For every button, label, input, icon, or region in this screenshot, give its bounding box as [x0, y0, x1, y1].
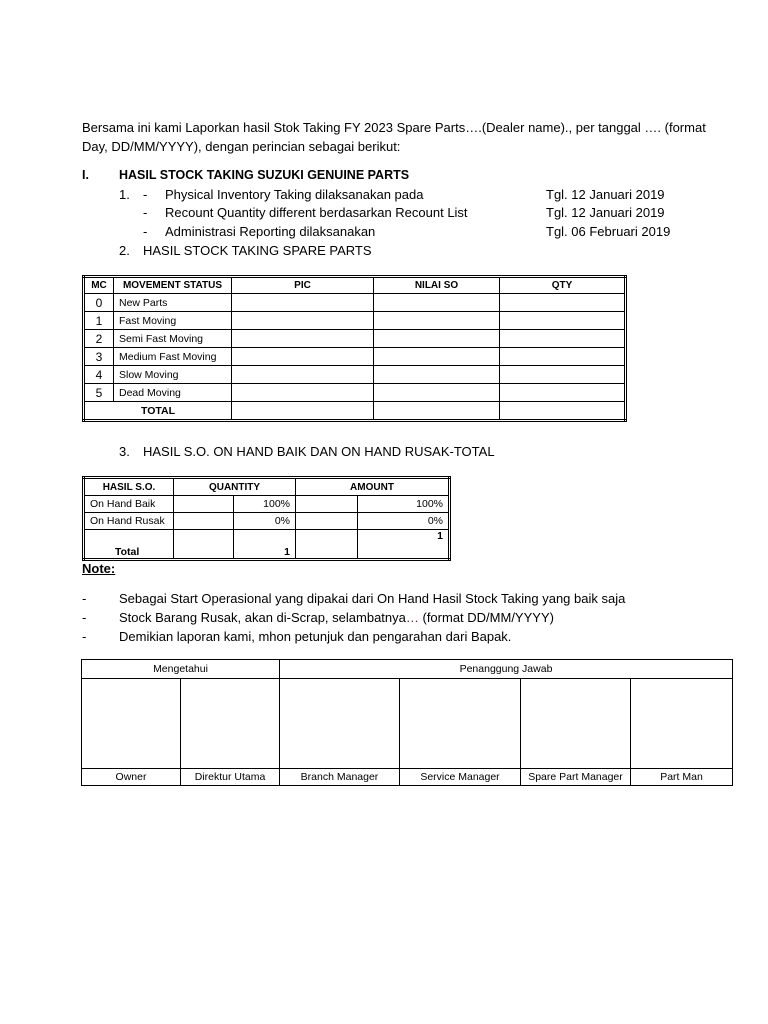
- total-row: [84, 530, 450, 560]
- signature-box: [521, 679, 631, 769]
- signature-box: [400, 679, 521, 769]
- so-label-cell: On Hand Rusak: [84, 513, 174, 530]
- signature-role: Part Man: [631, 769, 733, 786]
- qty-cell: [500, 366, 626, 384]
- table-row: [84, 294, 626, 312]
- movement-status-cell: New Parts: [114, 294, 232, 312]
- activity-date: Tgl. 06 Februari 2019: [546, 224, 671, 239]
- mc-cell: 0: [84, 294, 114, 312]
- nilai-so-cell: [374, 330, 500, 348]
- note-text: Demikian laporan kami, mhon petunjuk dan pengarahan dari Bapak.: [119, 629, 512, 644]
- note-dash: -: [82, 591, 87, 606]
- column-header-pic: PIC: [232, 277, 374, 294]
- mc-cell: 1: [84, 312, 114, 330]
- nilai-so-cell: [374, 366, 500, 384]
- so-total-label: Total: [84, 530, 174, 560]
- column-header-movement-status: MOVEMENT STATUS: [114, 277, 232, 294]
- intro-paragraph: Bersama ini kami Laporkan hasil Stok Taking FY 2023 Spare Parts….(Dealer name)., per tanggal …. (format Day, DD/MM/YYYY), dengan perincian sebagai berikut:: [82, 120, 706, 154]
- activity-text: Administrasi Reporting dilaksanakan: [165, 224, 376, 239]
- activity-dash: -: [143, 224, 148, 239]
- qty-cell: [500, 384, 626, 402]
- signature-role: Branch Manager: [280, 769, 400, 786]
- so-label-cell: On Hand Baik: [84, 496, 174, 513]
- table-row: [84, 312, 626, 330]
- item2-title: HASIL STOCK TAKING SPARE PARTS: [143, 243, 372, 258]
- activity-date: Tgl. 12 Januari 2019: [546, 205, 665, 220]
- pic-cell: [232, 330, 374, 348]
- nilai-so-cell: [374, 348, 500, 366]
- table-row: [84, 496, 450, 513]
- signature-role: Spare Part Manager: [521, 769, 631, 786]
- nilai-so-cell: [374, 384, 500, 402]
- pic-cell: [232, 348, 374, 366]
- amount-value-cell: [296, 513, 358, 530]
- signature-group-mengetahui: Mengetahui: [82, 660, 280, 679]
- quantity-value-cell: [174, 496, 234, 513]
- note-text: [119, 610, 554, 625]
- nilai-so-cell: [374, 402, 500, 421]
- column-header-hasil-so: HASIL S.O.: [84, 478, 174, 496]
- item2-number: 2.: [119, 243, 130, 258]
- signature-role: Service Manager: [400, 769, 521, 786]
- amount-percent-cell: 0%: [358, 513, 450, 530]
- so-result-table: [82, 476, 451, 561]
- table-row: [84, 366, 626, 384]
- activity-dash: -: [143, 187, 148, 202]
- signature-table: [81, 659, 733, 786]
- quantity-value-cell: [174, 530, 234, 560]
- nilai-so-cell: [374, 294, 500, 312]
- item3-number: 3.: [119, 444, 130, 459]
- column-header-nilai-so: NILAI SO: [374, 277, 500, 294]
- item3-title: HASIL S.O. ON HAND BAIK DAN ON HAND RUSAK-TOTAL: [143, 444, 495, 459]
- mc-cell: 5: [84, 384, 114, 402]
- qty-cell: [500, 312, 626, 330]
- note-text-before: Stock Barang Rusak, akan di-Scrap, selambatnya: [119, 610, 406, 625]
- signature-box: [82, 679, 181, 769]
- signature-role: Owner: [82, 769, 181, 786]
- note-dash: -: [82, 629, 87, 644]
- signature-role: Direktur Utama: [181, 769, 280, 786]
- table-row: [84, 330, 626, 348]
- signature-group-penanggung-jawab: Penanggung Jawab: [280, 660, 733, 679]
- activity-dash: -: [143, 205, 148, 220]
- so-total-amount: 1: [358, 530, 450, 560]
- movement-status-cell: Fast Moving: [114, 312, 232, 330]
- note-title: Note:: [82, 561, 116, 576]
- section-title: HASIL STOCK TAKING SUZUKI GENUINE PARTS: [119, 168, 410, 182]
- movement-status-cell: Medium Fast Moving: [114, 348, 232, 366]
- activity-text: Recount Quantity different berdasarkan Recount List: [165, 205, 468, 220]
- activity-text: Physical Inventory Taking dilaksanakan pada: [165, 187, 424, 202]
- quantity-value-cell: [174, 513, 234, 530]
- qty-cell: [500, 330, 626, 348]
- section-number: I.: [82, 168, 89, 182]
- qty-cell: [500, 294, 626, 312]
- column-header-quantity: QUANTITY: [174, 478, 296, 496]
- so-total-quantity: 1: [234, 530, 296, 560]
- table-row: [84, 348, 626, 366]
- signature-box: [181, 679, 280, 769]
- qty-cell: [500, 348, 626, 366]
- item1-number: 1.: [119, 187, 130, 202]
- mc-cell: 2: [84, 330, 114, 348]
- total-row: [84, 402, 626, 421]
- note-text-highlight: …: [405, 610, 419, 625]
- quantity-percent-cell: 100%: [234, 496, 296, 513]
- quantity-percent-cell: 0%: [234, 513, 296, 530]
- qty-cell: [500, 402, 626, 421]
- amount-percent-cell: 100%: [358, 496, 450, 513]
- total-label: TOTAL: [84, 402, 232, 421]
- pic-cell: [232, 384, 374, 402]
- mc-cell: 3: [84, 348, 114, 366]
- movement-status-cell: Dead Moving: [114, 384, 232, 402]
- activity-date: Tgl. 12 Januari 2019: [546, 187, 665, 202]
- pic-cell: [232, 366, 374, 384]
- movement-status-table: [82, 275, 627, 422]
- amount-value-cell: [296, 530, 358, 560]
- column-header-mc: MC: [84, 277, 114, 294]
- movement-status-cell: Slow Moving: [114, 366, 232, 384]
- column-header-amount: AMOUNT: [296, 478, 450, 496]
- pic-cell: [232, 294, 374, 312]
- signature-box: [280, 679, 400, 769]
- table-row: [84, 513, 450, 530]
- pic-cell: [232, 312, 374, 330]
- nilai-so-cell: [374, 312, 500, 330]
- note-dash: -: [82, 610, 87, 625]
- mc-cell: 4: [84, 366, 114, 384]
- pic-cell: [232, 402, 374, 421]
- movement-status-cell: Semi Fast Moving: [114, 330, 232, 348]
- amount-value-cell: [296, 496, 358, 513]
- table-row: [84, 384, 626, 402]
- signature-box: [631, 679, 733, 769]
- column-header-qty: QTY: [500, 277, 626, 294]
- note-text-after: (format DD/MM/YYYY): [418, 610, 554, 625]
- note-text: Sebagai Start Operasional yang dipakai dari On Hand Hasil Stock Taking yang baik saja: [119, 591, 626, 606]
